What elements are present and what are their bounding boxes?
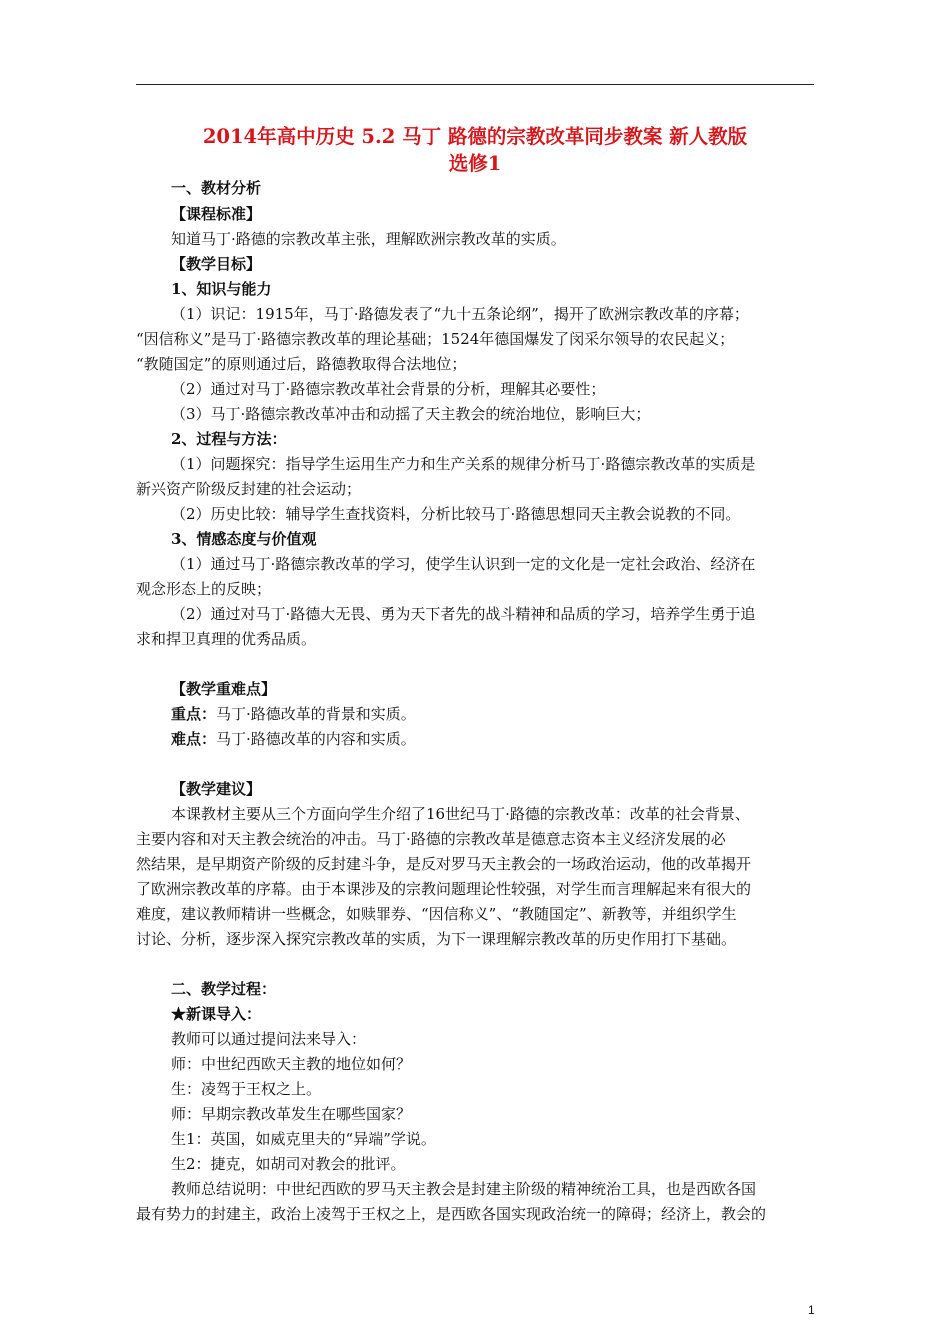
goal-knowledge-item-2: （2）通过对马丁·路德宗教改革社会背景的分析，理解其必要性； — [171, 380, 606, 398]
subheading-suggestions: 【教学建议】 — [171, 780, 262, 798]
suggestion-text: 了欧洲宗教改革的序幕。由于本课涉及的宗教问题理论性较强，对学生而言理解起来有很大的 — [136, 880, 752, 898]
key-point-2 — [171, 729, 416, 749]
key-point-2-label: 难点： — [171, 730, 217, 748]
dialogue-line: 生1：英国，如威克里夫的“异端”学说。 — [171, 1130, 436, 1148]
section-heading-process: 二、教学过程： — [171, 980, 277, 998]
goal-attitude-item-2: （2）通过对马丁·路德大无畏、勇为天下者先的战斗精神和品质的学习，培养学生勇于追 — [171, 605, 756, 623]
header-rule — [136, 84, 814, 85]
subheading-goals: 【教学目标】 — [171, 255, 262, 273]
suggestion-text: 讨论、分析，逐步深入探究宗教改革的实质，为下一课理解宗教改革的历史作用打下基础。 — [136, 930, 737, 948]
subheading-key-points: 【教学重难点】 — [171, 680, 277, 698]
goal-attitude-heading: 3、情感态度与价值观 — [171, 530, 317, 548]
suggestion-text: 然结果，是早期资产阶级的反封建斗争，是反对罗马天主教会的一场政治运动，他的改革揭开 — [136, 855, 752, 873]
key-point-1-label: 重点： — [171, 705, 217, 723]
suggestion-text: 本课教材主要从三个方面向学生介绍了16世纪马丁·路德的宗教改革：改革的社会背景、 — [171, 805, 750, 823]
goal-knowledge-item-1: （1）识记：1915年，马丁·路德发表了“九十五条论纲”，揭开了欧洲宗教改革的序幕； — [171, 305, 749, 323]
summary-text: 最有势力的封建主，政治上凌驾于王权之上，是西欧各国实现政治统一的障碍；经济上，教会的 — [136, 1205, 767, 1223]
standard-text: 知道马丁·路德的宗教改革主张，理解欧洲宗教改革的实质。 — [171, 230, 566, 248]
suggestion-text: 难度，建议教师精讲一些概念，如赎罪券、“因信称义”、“教随国定”、新教等，并组织学生 — [136, 905, 737, 923]
goal-process-item-1: （1）问题探究：指导学生运用生产力和生产关系的规律分析马丁·路德宗教改革的实质是 — [171, 455, 756, 473]
goal-knowledge-item-3: （3）马丁·路德宗教改革冲击和动摇了天主教会的统治地位，影响巨大； — [171, 405, 651, 423]
document-title-line-2: 选修1 — [448, 152, 502, 175]
key-point-1-text: 马丁·路德改革的背景和实质。 — [216, 705, 416, 723]
dialogue-line: 生2：捷克，如胡司对教会的批评。 — [171, 1155, 406, 1173]
dialogue-line: 生：凌驾于王权之上。 — [171, 1080, 322, 1098]
goal-attitude-item-1: （1）通过马丁·路德宗教改革的学习，使学生认识到一定的文化是一定社会政治、经济在 — [171, 555, 756, 573]
goal-attitude-item-2-cont: 求和捍卫真理的优秀品质。 — [136, 630, 317, 648]
goal-process-item-1-cont: 新兴资产阶级反封建的社会运动； — [136, 480, 362, 498]
key-point-2-text: 马丁·路德改革的内容和实质。 — [216, 730, 416, 748]
goal-knowledge-heading: 1、知识与能力 — [171, 280, 272, 298]
suggestion-text: 主要内容和对天主教会统治的冲击。马丁·路德的宗教改革是德意志资本主义经济发展的必 — [136, 830, 726, 848]
goal-knowledge-item-1-cont: “因信称义”是马丁·路德宗教改革的理论基础；1524年德国爆发了闵采尔领导的农民起义； — [136, 330, 735, 348]
goal-knowledge-item-1-cont: “教随国定”的原则通过后，路德教取得合法地位； — [136, 355, 467, 373]
section-heading-analysis: 一、教材分析 — [171, 179, 262, 197]
key-point-1 — [171, 704, 416, 724]
summary-text: 教师总结说明：中世纪西欧的罗马天主教会是封建主阶级的精神统治工具，也是西欧各国 — [171, 1180, 757, 1198]
dialogue-line: 教师可以通过提问法来导入： — [171, 1030, 367, 1048]
dialogue-line: 师：中世纪西欧天主教的地位如何？ — [171, 1055, 412, 1073]
subheading-intro: ★新课导入： — [171, 1005, 262, 1023]
dialogue-line: 师：早期宗教改革发生在哪些国家？ — [171, 1105, 412, 1123]
goal-process-item-2: （2）历史比较：辅导学生查找资料，分析比较马丁·路德思想同天主教会说教的不同。 — [171, 505, 741, 523]
goal-process-heading: 2、过程与方法： — [171, 430, 287, 448]
page-number: 1 — [808, 1303, 815, 1317]
subheading-standard: 【课程标准】 — [171, 205, 262, 223]
document-title-line-1: 2014年高中历史 5.2 马丁 路德的宗教改革同步教案 新人教版 — [202, 125, 748, 148]
goal-attitude-item-1-cont: 观念形态上的反映； — [136, 580, 272, 598]
